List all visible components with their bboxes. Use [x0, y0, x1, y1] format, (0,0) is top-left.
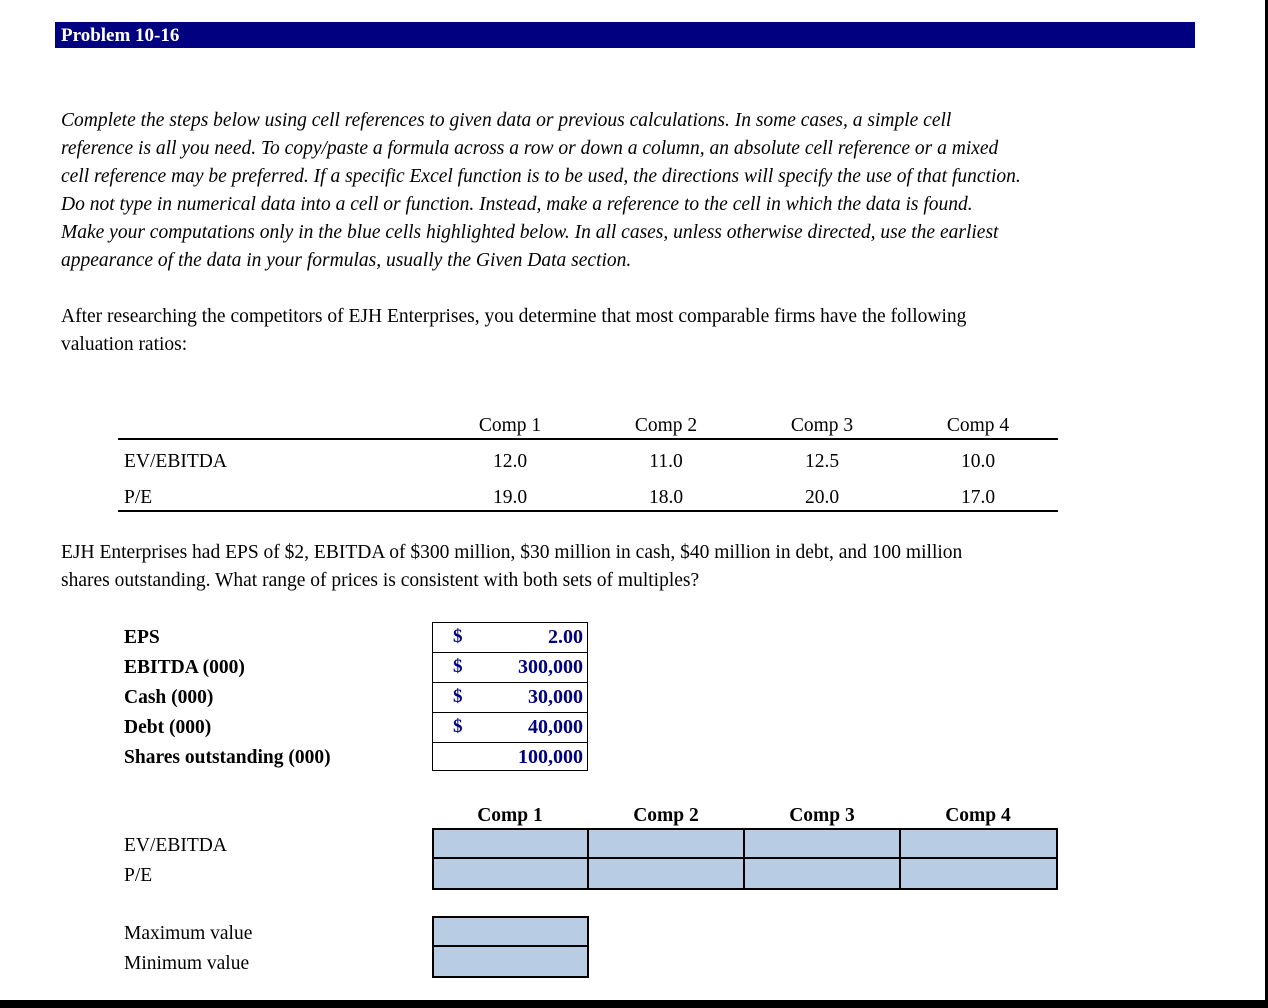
ratios-bottom-rule: [118, 510, 1058, 512]
answer-header-comp4: Comp 4: [945, 805, 1011, 826]
currency-symbol: $: [453, 716, 463, 737]
cell-divider: [433, 652, 587, 653]
cell-divider: [433, 742, 587, 743]
cell-divider: [433, 682, 587, 683]
given-value-eps[interactable]: 2.00: [548, 626, 583, 648]
ratio-value: 20.0: [804, 487, 840, 508]
answer-row-label-pe: P/E: [124, 865, 153, 886]
answer-row-label-ev-ebitda: EV/EBITDA: [124, 835, 227, 856]
ratio-value: 11.0: [649, 451, 683, 472]
currency-symbol: $: [453, 626, 463, 647]
given-value-cash[interactable]: 30,000: [528, 686, 583, 708]
ratios-row-label-ev-ebitda: EV/EBITDA: [124, 451, 227, 472]
answer-grid: [432, 828, 1058, 890]
ratios-header-comp1: Comp 1: [478, 415, 542, 436]
instructions-line: appearance of the data in your formulas, usually the Given Data section.: [61, 250, 632, 271]
answer-cell-ev-ebitda-comp4[interactable]: [901, 830, 1056, 859]
ratios-header-comp3: Comp 3: [790, 415, 854, 436]
window-bottom-edge: [0, 1000, 1268, 1008]
ratios-header-comp2: Comp 2: [634, 415, 698, 436]
given-value-debt[interactable]: 40,000: [528, 716, 583, 738]
given-data-box: [432, 622, 588, 771]
ratios-row-label-pe: P/E: [124, 487, 153, 508]
summary-grid: [432, 916, 589, 978]
intro-line: valuation ratios:: [61, 334, 188, 355]
ratio-value: 10.0: [960, 451, 996, 472]
answer-header-comp2: Comp 2: [633, 805, 699, 826]
min-value-cell[interactable]: [434, 947, 587, 976]
instructions-line: reference is all you need. To copy/paste a formula across a row or down a column, an absolute cell reference or a mixed: [61, 138, 999, 159]
ratio-value: 12.5: [804, 451, 840, 472]
given-label-cash: Cash (000): [124, 687, 214, 708]
answer-header-comp3: Comp 3: [789, 805, 855, 826]
instructions-line: cell reference may be preferred. If a specific Excel function is to be used, the directions will specify the use of that function.: [61, 166, 1021, 187]
given-label-shares: Shares outstanding (000): [124, 747, 331, 768]
ratio-value: 12.0: [492, 451, 528, 472]
answer-cell-ev-ebitda-comp2[interactable]: [589, 830, 745, 859]
instructions-paragraph: [61, 107, 1211, 275]
problem-title: Problem 10-16: [61, 25, 180, 46]
given-label-debt: Debt (000): [124, 717, 212, 738]
currency-symbol: $: [453, 656, 463, 677]
answer-cell-pe-comp1[interactable]: [434, 859, 589, 888]
question-line: shares outstanding. What range of prices is consistent with both sets of multiples?: [61, 570, 700, 591]
instructions-line: Make your computations only in the blue cells highlighted below. In all cases, unless otherwise directed, use the earliest: [61, 222, 999, 243]
cell-divider: [433, 712, 587, 713]
ratios-header-rule: [118, 438, 1058, 440]
intro-paragraph: [61, 303, 966, 359]
answer-header-comp1: Comp 1: [477, 805, 543, 826]
question-line: EJH Enterprises had EPS of $2, EBITDA of $300 million, $30 million in cash, $40 million in debt, and 100 million: [61, 542, 963, 563]
min-value-label: Minimum value: [124, 953, 250, 974]
answer-cell-pe-comp4[interactable]: [901, 859, 1056, 888]
ratio-value: 17.0: [960, 487, 996, 508]
given-label-ebitda: EBITDA (000): [124, 657, 245, 678]
ratio-value: 18.0: [648, 487, 684, 508]
intro-line: After researching the competitors of EJH Enterprises, you determine that most comparable firms have the following: [61, 306, 967, 327]
instructions-line: Complete the steps below using cell references to given data or previous calculations. In some cases, a simple cell: [61, 110, 952, 131]
answer-cell-ev-ebitda-comp3[interactable]: [745, 830, 901, 859]
given-value-ebitda[interactable]: 300,000: [518, 656, 583, 678]
answer-cell-pe-comp2[interactable]: [589, 859, 745, 888]
answer-cell-ev-ebitda-comp1[interactable]: [434, 830, 589, 859]
ratios-header-comp4: Comp 4: [946, 415, 1010, 436]
given-label-eps: EPS: [124, 627, 160, 648]
question-paragraph: [61, 539, 962, 595]
ratio-value: 19.0: [492, 487, 528, 508]
max-value-label: Maximum value: [124, 923, 253, 944]
instructions-line: Do not type in numerical data into a cell or function. Instead, make a reference to the cell in which the data is found.: [61, 194, 973, 215]
problem-title-banner: [55, 22, 1195, 48]
given-value-shares[interactable]: 100,000: [518, 746, 583, 768]
max-value-cell[interactable]: [434, 918, 587, 947]
currency-symbol: $: [453, 686, 463, 707]
answer-cell-pe-comp3[interactable]: [745, 859, 901, 888]
